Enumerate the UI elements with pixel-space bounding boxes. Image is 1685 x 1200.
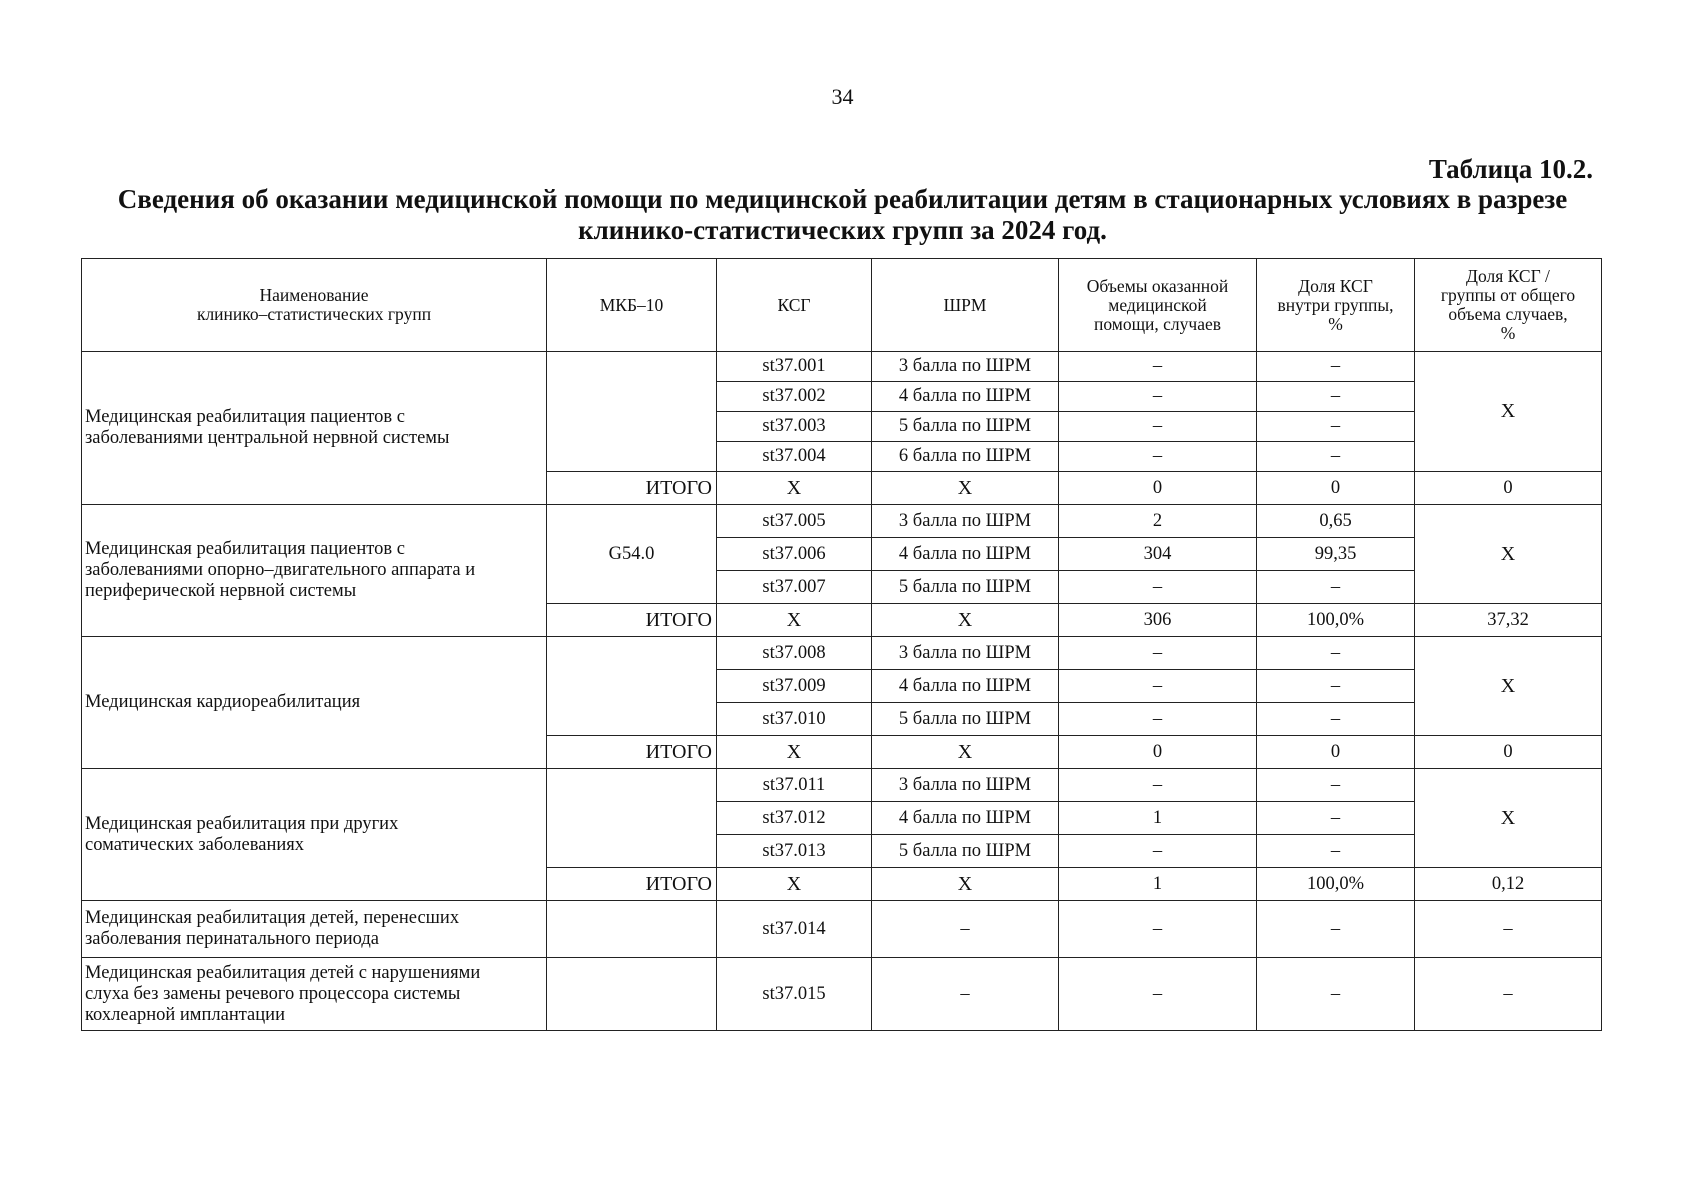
total-share: 100,0% bbox=[1257, 868, 1415, 901]
share-cell: – bbox=[1257, 670, 1415, 703]
ksg-cell: st37.004 bbox=[717, 442, 872, 472]
share-cell: – bbox=[1257, 352, 1415, 382]
volume-cell: – bbox=[1059, 901, 1257, 958]
volume-cell: – bbox=[1059, 637, 1257, 670]
total-ksg: Х bbox=[717, 472, 872, 505]
shrm-cell: – bbox=[872, 958, 1059, 1031]
share-cell: – bbox=[1257, 637, 1415, 670]
volume-cell: – bbox=[1059, 769, 1257, 802]
shrm-cell: 5 балла по ШРМ bbox=[872, 703, 1059, 736]
shrm-cell: 3 балла по ШРМ bbox=[872, 505, 1059, 538]
total-ksg: Х bbox=[717, 868, 872, 901]
document-title bbox=[60, 184, 1625, 246]
shrm-cell: 4 балла по ШРМ bbox=[872, 802, 1059, 835]
mkb-cell bbox=[547, 901, 717, 958]
share-cell: – bbox=[1257, 382, 1415, 412]
ksg-cell: st37.014 bbox=[717, 901, 872, 958]
page-number: 34 bbox=[831, 84, 854, 109]
ksg-cell: st37.007 bbox=[717, 571, 872, 604]
share-cell: 99,35 bbox=[1257, 538, 1415, 571]
share-total-cell: – bbox=[1415, 958, 1602, 1031]
shrm-cell: 3 балла по ШРМ bbox=[872, 352, 1059, 382]
group-name-hearing: Медицинская реабилитация детей с нарушениями слуха без замены речевого процессора системы кохлеарной имплантации bbox=[82, 958, 547, 1031]
volume-cell: 1 bbox=[1059, 802, 1257, 835]
rehabilitation-table bbox=[81, 258, 1602, 1031]
share-cell: – bbox=[1257, 571, 1415, 604]
total-volume: 306 bbox=[1059, 604, 1257, 637]
volume-cell: – bbox=[1059, 835, 1257, 868]
share-cell: – bbox=[1257, 769, 1415, 802]
ksg-cell: st37.011 bbox=[717, 769, 872, 802]
group-name-cardio: Медицинская кардиореабилитация bbox=[82, 637, 547, 769]
header-ksg: КСГ bbox=[717, 259, 872, 352]
group-name-cns: Медицинская реабилитация пациентов с заболеваниями центральной нервной системы bbox=[82, 352, 547, 505]
total-shrm: Х bbox=[872, 868, 1059, 901]
ksg-cell: st37.008 bbox=[717, 637, 872, 670]
title-line-1: Сведения об оказании медицинской помощи по медицинской реабилитации детям в стационарных условиях в разрезе bbox=[117, 184, 1568, 214]
total-share: 0 bbox=[1257, 736, 1415, 769]
volume-cell: – bbox=[1059, 412, 1257, 442]
total-label: ИТОГО bbox=[547, 736, 717, 769]
total-shrm: Х bbox=[872, 472, 1059, 505]
table-row bbox=[82, 352, 1602, 382]
mkb-cell bbox=[547, 637, 717, 736]
share-cell: – bbox=[1257, 412, 1415, 442]
total-shrm: Х bbox=[872, 604, 1059, 637]
shrm-cell: 3 балла по ШРМ bbox=[872, 769, 1059, 802]
share-total-cell: Х bbox=[1415, 637, 1602, 736]
shrm-cell: – bbox=[872, 901, 1059, 958]
share-cell: – bbox=[1257, 958, 1415, 1031]
ksg-cell: st37.009 bbox=[717, 670, 872, 703]
share-total-cell: – bbox=[1415, 901, 1602, 958]
header-shrm: ШРМ bbox=[872, 259, 1059, 352]
share-cell: 0,65 bbox=[1257, 505, 1415, 538]
total-share-of-total: 0 bbox=[1415, 472, 1602, 505]
header-share-in-group: Доля КСГ внутри группы, % bbox=[1257, 259, 1415, 352]
header-row bbox=[82, 259, 1602, 352]
volume-cell: – bbox=[1059, 382, 1257, 412]
table-row bbox=[82, 901, 1602, 958]
volume-cell: – bbox=[1059, 958, 1257, 1031]
volume-cell: 304 bbox=[1059, 538, 1257, 571]
shrm-cell: 5 балла по ШРМ bbox=[872, 835, 1059, 868]
group-name-somatic: Медицинская реабилитация при других соматических заболеваниях bbox=[82, 769, 547, 901]
total-share: 0 bbox=[1257, 472, 1415, 505]
ksg-cell: st37.003 bbox=[717, 412, 872, 442]
table-row bbox=[82, 505, 1602, 538]
shrm-cell: 4 балла по ШРМ bbox=[872, 382, 1059, 412]
table-row bbox=[82, 958, 1602, 1031]
shrm-cell: 4 балла по ШРМ bbox=[872, 670, 1059, 703]
share-cell: – bbox=[1257, 802, 1415, 835]
ksg-cell: st37.012 bbox=[717, 802, 872, 835]
share-total-cell: Х bbox=[1415, 352, 1602, 472]
ksg-cell: st37.001 bbox=[717, 352, 872, 382]
volume-cell: – bbox=[1059, 703, 1257, 736]
mkb-cell bbox=[547, 958, 717, 1031]
mkb-cell bbox=[547, 352, 717, 472]
total-ksg: Х bbox=[717, 736, 872, 769]
ksg-cell: st37.006 bbox=[717, 538, 872, 571]
total-share-of-total: 0 bbox=[1415, 736, 1602, 769]
total-shrm: Х bbox=[872, 736, 1059, 769]
ksg-cell: st37.010 bbox=[717, 703, 872, 736]
total-share-of-total: 37,32 bbox=[1415, 604, 1602, 637]
header-mkb: МКБ–10 bbox=[547, 259, 717, 352]
shrm-cell: 6 балла по ШРМ bbox=[872, 442, 1059, 472]
mkb-cell bbox=[547, 769, 717, 868]
share-cell: – bbox=[1257, 442, 1415, 472]
ksg-cell: st37.013 bbox=[717, 835, 872, 868]
table-row bbox=[82, 637, 1602, 670]
volume-cell: – bbox=[1059, 352, 1257, 382]
title-line-2: клинико-статистических групп за 2024 год. bbox=[578, 215, 1107, 245]
total-share-of-total: 0,12 bbox=[1415, 868, 1602, 901]
total-label: ИТОГО bbox=[547, 472, 717, 505]
total-volume: 0 bbox=[1059, 472, 1257, 505]
header-share-of-total: Доля КСГ / группы от общего объема случаев, % bbox=[1415, 259, 1602, 352]
total-volume: 0 bbox=[1059, 736, 1257, 769]
ksg-cell: st37.005 bbox=[717, 505, 872, 538]
shrm-cell: 3 балла по ШРМ bbox=[872, 637, 1059, 670]
share-cell: – bbox=[1257, 835, 1415, 868]
total-label: ИТОГО bbox=[547, 604, 717, 637]
mkb-cell: G54.0 bbox=[547, 505, 717, 604]
shrm-cell: 5 балла по ШРМ bbox=[872, 571, 1059, 604]
ksg-cell: st37.002 bbox=[717, 382, 872, 412]
total-share: 100,0% bbox=[1257, 604, 1415, 637]
header-volume: Объемы оказанной медицинской помощи, случаев bbox=[1059, 259, 1257, 352]
share-cell: – bbox=[1257, 703, 1415, 736]
header-group-name: Наименование клинико–статистических групп bbox=[82, 259, 547, 352]
ksg-cell: st37.015 bbox=[717, 958, 872, 1031]
shrm-cell: 5 балла по ШРМ bbox=[872, 412, 1059, 442]
volume-cell: – bbox=[1059, 670, 1257, 703]
total-label: ИТОГО bbox=[547, 868, 717, 901]
volume-cell: – bbox=[1059, 442, 1257, 472]
group-name-perinatal: Медицинская реабилитация детей, перенесших заболевания перинатального периода bbox=[82, 901, 547, 958]
volume-cell: 2 bbox=[1059, 505, 1257, 538]
share-total-cell: Х bbox=[1415, 769, 1602, 868]
table-row bbox=[82, 769, 1602, 802]
share-cell: – bbox=[1257, 901, 1415, 958]
table-caption: Таблица 10.2. bbox=[1428, 154, 1593, 184]
shrm-cell: 4 балла по ШРМ bbox=[872, 538, 1059, 571]
group-name-musculoskeletal: Медицинская реабилитация пациентов с заболеваниями опорно–двигательного аппарата и периферической нервной системы bbox=[82, 505, 547, 637]
total-volume: 1 bbox=[1059, 868, 1257, 901]
share-total-cell: Х bbox=[1415, 505, 1602, 604]
total-ksg: Х bbox=[717, 604, 872, 637]
volume-cell: – bbox=[1059, 571, 1257, 604]
